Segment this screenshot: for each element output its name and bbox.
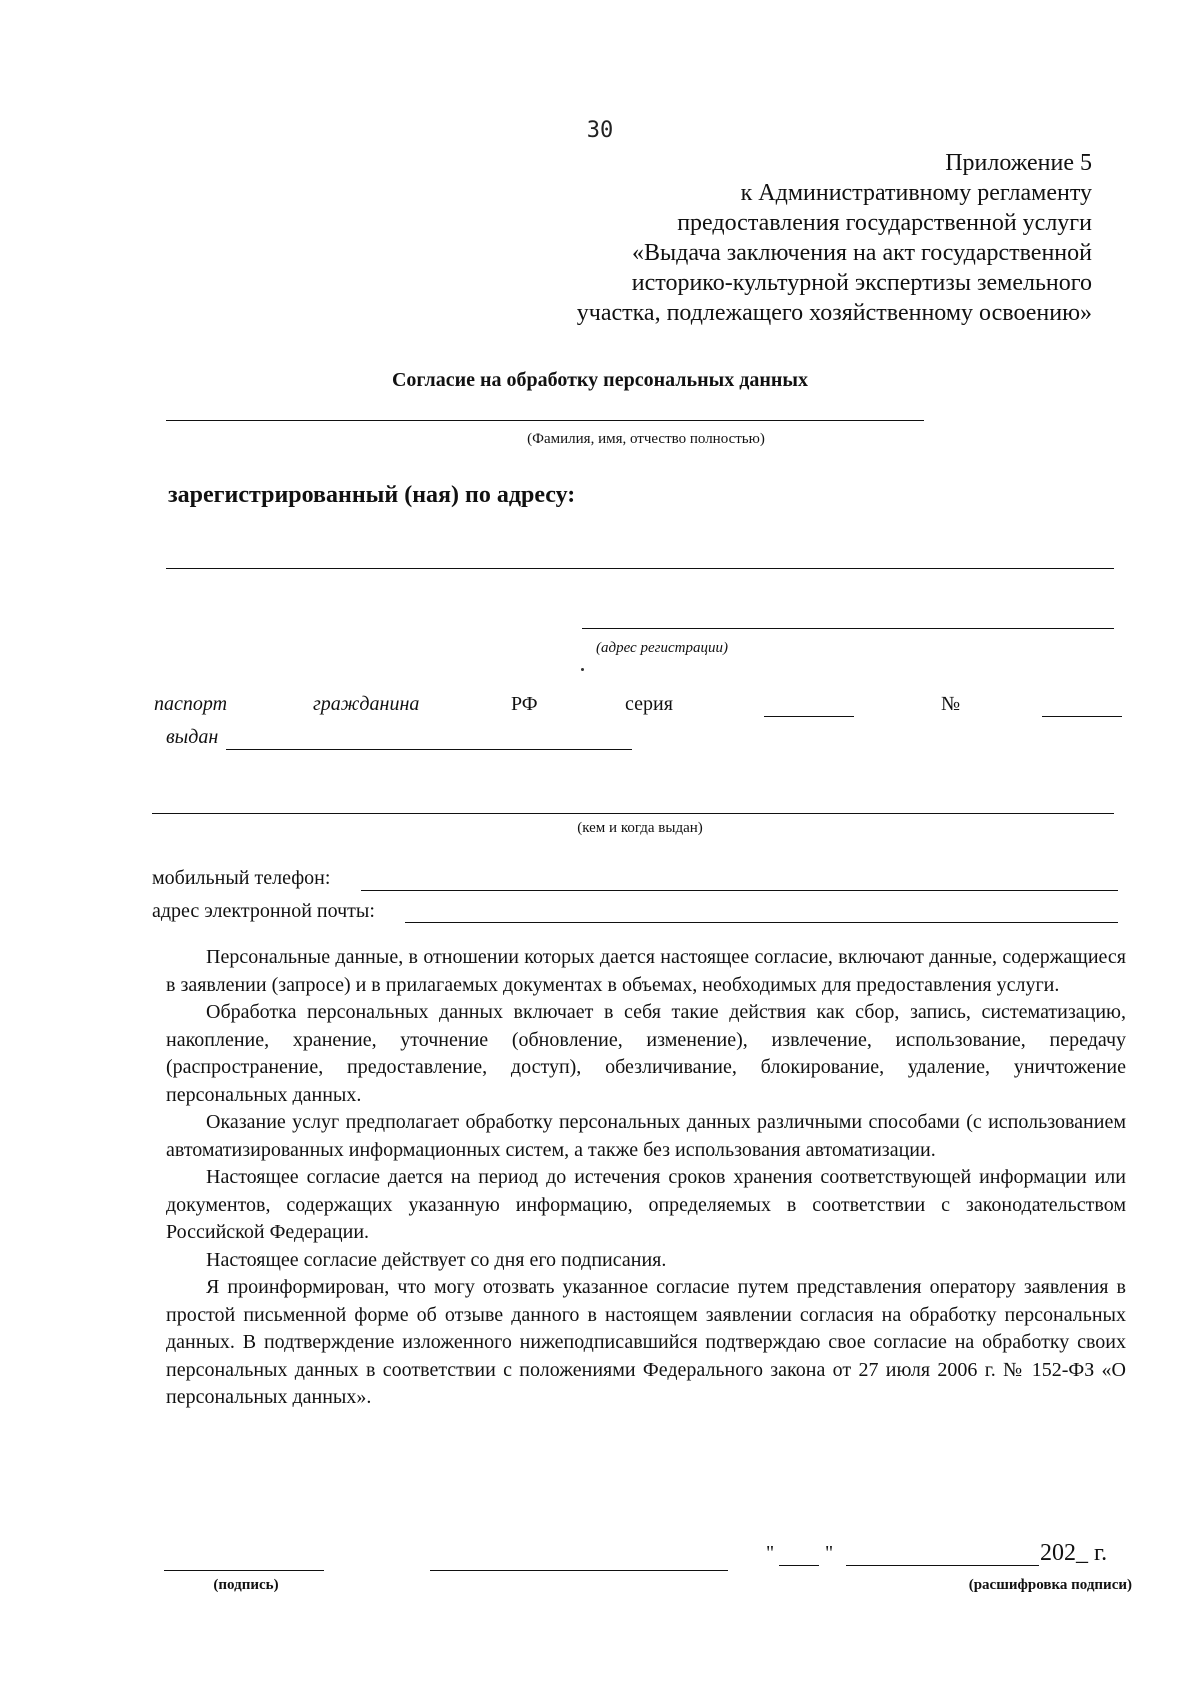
consent-paragraph: Настоящее согласие действует со дня его подписания. <box>206 1248 667 1271</box>
appendix-line: «Выдача заключения на акт государственной <box>631 240 1092 266</box>
stray-dot <box>581 668 584 671</box>
date-quote-close: " <box>825 1542 834 1564</box>
passport-word: паспорт <box>154 693 228 715</box>
appendix-line: историко-культурной экспертизы земельного <box>631 270 1092 296</box>
consent-paragraph: Оказание услуг предполагает обработку персональных данных различными способами (с использованием автоматизированных информационных систем, а также без использования автоматизации. <box>166 1111 1126 1161</box>
address-hint: (адрес регистрации) <box>596 640 728 656</box>
appendix-header <box>577 148 1092 328</box>
fio-hint: (Фамилия, имя, отчество полностью) <box>527 431 765 447</box>
signature-hint: (подпись) <box>213 1577 279 1593</box>
appendix-line: предоставления государственной услуги <box>677 210 1092 236</box>
decoding-field-line[interactable] <box>430 1570 728 1571</box>
date-quote-open: " <box>766 1542 775 1564</box>
address-field-line-2[interactable] <box>582 628 1114 629</box>
appendix-line: Приложение 5 <box>945 150 1092 176</box>
consent-paragraph: Обработка персональных данных включает в себя такие действия как сбор, запись, систематизацию, накопление, хранение, уточнение (обновление, изменение), извлечение, использование, передачу (распространение, предоставление, доступ), обезличивание, блокирование, удаление, уничтожение персональных данных. <box>166 1001 1126 1106</box>
consent-paragraph: Настоящее согласие дается на период до истечения сроков хранения соответствующей информации или документов, содержащих указанную информацию, определяемых в соответствии с законодательством Российской Федерации. <box>166 1166 1126 1243</box>
registered-label: зарегистрированный (ная) по адресу: <box>168 482 576 508</box>
issued-by-field-line[interactable] <box>152 813 1114 814</box>
document-title: Согласие на обработку персональных данных <box>391 369 808 391</box>
date-year: 202_ г. <box>1040 1540 1108 1566</box>
email-label: адрес электронной почты: <box>152 900 375 922</box>
date-month-line[interactable] <box>846 1565 1039 1566</box>
decoding-hint: (расшифровка подписи) <box>968 1577 1132 1593</box>
phone-label: мобильный телефон: <box>152 867 331 889</box>
phone-field-line[interactable] <box>361 890 1118 891</box>
consent-body <box>166 944 1126 1412</box>
rf-word: РФ <box>511 693 538 715</box>
number-field-line[interactable] <box>1042 716 1122 717</box>
issued-field-line[interactable] <box>226 749 632 750</box>
issued-label: выдан <box>166 726 219 748</box>
fio-field-line[interactable] <box>166 420 924 421</box>
appendix-line: к Административному регламенту <box>740 180 1092 206</box>
consent-paragraph: Персональные данные, в отношении которых дается настоящее согласие, включают данные, содержащиеся в заявлении (запросе) и в прилагаемых документах в объемах, необходимых для предоставления услуги. <box>166 946 1126 996</box>
consent-paragraph: Я проинформирован, что могу отозвать указанное согласие путем представления оператору заявления в простой письменной форме об отзыве данного в настоящем заявлении согласия на обработку персональных данных. В подтверждение изложенного нижеподписавшийся подтверждаю свое согласие на обработку своих персональных данных в соответствии с положениями Федерального закона от 27 июля 2006 г. № 152-ФЗ «О персональных данных». <box>166 1276 1126 1408</box>
signature-field-line[interactable] <box>164 1570 324 1571</box>
citizen-word: гражданина <box>313 693 420 715</box>
issued-hint: (кем и когда выдан) <box>577 820 703 836</box>
series-label: серия <box>625 693 673 715</box>
page-number: 30 <box>586 118 614 143</box>
email-field-line[interactable] <box>405 922 1118 923</box>
address-field-line-1[interactable] <box>166 568 1114 569</box>
number-label: № <box>941 693 961 715</box>
date-day-line[interactable] <box>779 1565 819 1566</box>
appendix-line: участка, подлежащего хозяйственному освоению» <box>576 300 1092 326</box>
series-field-line[interactable] <box>764 716 854 717</box>
